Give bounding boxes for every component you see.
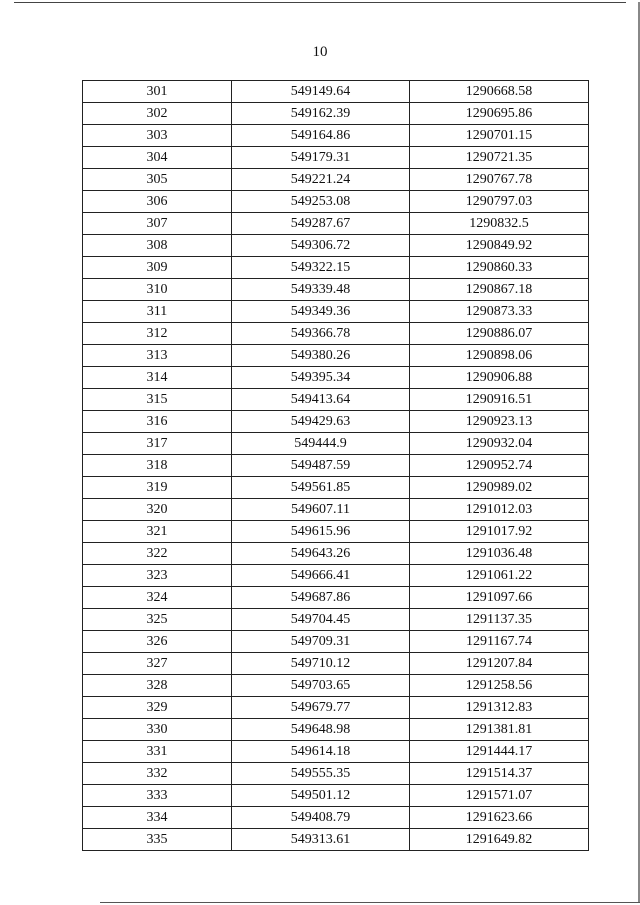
point-number-cell: 334 — [83, 807, 232, 829]
x-coordinate-cell: 549444.9 — [232, 433, 410, 455]
x-coordinate-cell: 549253.08 — [232, 191, 410, 213]
point-number-cell: 322 — [83, 543, 232, 565]
point-number-cell: 331 — [83, 741, 232, 763]
y-coordinate-cell: 1291312.83 — [410, 697, 589, 719]
table-row — [83, 521, 589, 543]
y-coordinate-cell: 1290867.18 — [410, 279, 589, 301]
y-coordinate-cell: 1291649.82 — [410, 829, 589, 851]
x-coordinate-cell: 549704.45 — [232, 609, 410, 631]
table-row — [83, 323, 589, 345]
table-row — [83, 147, 589, 169]
point-number-cell: 311 — [83, 301, 232, 323]
table-row — [83, 543, 589, 565]
y-coordinate-cell: 1291514.37 — [410, 763, 589, 785]
table-row — [83, 345, 589, 367]
table-row — [83, 257, 589, 279]
point-number-cell: 306 — [83, 191, 232, 213]
y-coordinate-cell: 1291097.66 — [410, 587, 589, 609]
y-coordinate-cell: 1290952.74 — [410, 455, 589, 477]
table-row — [83, 279, 589, 301]
y-coordinate-cell: 1290721.35 — [410, 147, 589, 169]
point-number-cell: 320 — [83, 499, 232, 521]
point-number-cell: 301 — [83, 81, 232, 103]
point-number-cell: 324 — [83, 587, 232, 609]
y-coordinate-cell: 1290906.88 — [410, 367, 589, 389]
x-coordinate-cell: 549162.39 — [232, 103, 410, 125]
table-row — [83, 455, 589, 477]
y-coordinate-cell: 1291017.92 — [410, 521, 589, 543]
x-coordinate-cell: 549366.78 — [232, 323, 410, 345]
table-row — [83, 235, 589, 257]
table-row — [83, 785, 589, 807]
point-number-cell: 332 — [83, 763, 232, 785]
table-row — [83, 213, 589, 235]
table-row — [83, 719, 589, 741]
table-row — [83, 631, 589, 653]
point-number-cell: 333 — [83, 785, 232, 807]
point-number-cell: 327 — [83, 653, 232, 675]
y-coordinate-cell: 1290886.07 — [410, 323, 589, 345]
table-row — [83, 81, 589, 103]
table-row — [83, 169, 589, 191]
point-number-cell: 313 — [83, 345, 232, 367]
x-coordinate-cell: 549710.12 — [232, 653, 410, 675]
point-number-cell: 316 — [83, 411, 232, 433]
table-row — [83, 587, 589, 609]
x-coordinate-cell: 549322.15 — [232, 257, 410, 279]
y-coordinate-cell: 1290695.86 — [410, 103, 589, 125]
point-number-cell: 309 — [83, 257, 232, 279]
point-number-cell: 325 — [83, 609, 232, 631]
point-number-cell: 318 — [83, 455, 232, 477]
point-number-cell: 305 — [83, 169, 232, 191]
scan-edge-top — [14, 2, 626, 3]
point-number-cell: 315 — [83, 389, 232, 411]
point-number-cell: 307 — [83, 213, 232, 235]
x-coordinate-cell: 549164.86 — [232, 125, 410, 147]
y-coordinate-cell: 1290989.02 — [410, 477, 589, 499]
y-coordinate-cell: 1290767.78 — [410, 169, 589, 191]
point-number-cell: 317 — [83, 433, 232, 455]
table-row — [83, 301, 589, 323]
table-row — [83, 741, 589, 763]
point-number-cell: 308 — [83, 235, 232, 257]
point-number-cell: 321 — [83, 521, 232, 543]
point-number-cell: 302 — [83, 103, 232, 125]
x-coordinate-cell: 549380.26 — [232, 345, 410, 367]
coordinates-table-body — [83, 81, 589, 851]
y-coordinate-cell: 1291012.03 — [410, 499, 589, 521]
point-number-cell: 328 — [83, 675, 232, 697]
y-coordinate-cell: 1291258.56 — [410, 675, 589, 697]
y-coordinate-cell: 1290932.04 — [410, 433, 589, 455]
page-number: 10 — [312, 44, 328, 60]
x-coordinate-cell: 549413.64 — [232, 389, 410, 411]
point-number-cell: 329 — [83, 697, 232, 719]
x-coordinate-cell: 549679.77 — [232, 697, 410, 719]
y-coordinate-cell: 1291036.48 — [410, 543, 589, 565]
point-number-cell: 323 — [83, 565, 232, 587]
y-coordinate-cell: 1290916.51 — [410, 389, 589, 411]
x-coordinate-cell: 549395.34 — [232, 367, 410, 389]
y-coordinate-cell: 1291571.07 — [410, 785, 589, 807]
x-coordinate-cell: 549648.98 — [232, 719, 410, 741]
table-row — [83, 807, 589, 829]
point-number-cell: 303 — [83, 125, 232, 147]
x-coordinate-cell: 549349.36 — [232, 301, 410, 323]
y-coordinate-cell: 1291207.84 — [410, 653, 589, 675]
x-coordinate-cell: 549487.59 — [232, 455, 410, 477]
x-coordinate-cell: 549313.61 — [232, 829, 410, 851]
x-coordinate-cell: 549555.35 — [232, 763, 410, 785]
point-number-cell: 319 — [83, 477, 232, 499]
y-coordinate-cell: 1290849.92 — [410, 235, 589, 257]
point-number-cell: 314 — [83, 367, 232, 389]
point-number-cell: 310 — [83, 279, 232, 301]
table-row — [83, 609, 589, 631]
x-coordinate-cell: 549561.85 — [232, 477, 410, 499]
x-coordinate-cell: 549703.65 — [232, 675, 410, 697]
x-coordinate-cell: 549614.18 — [232, 741, 410, 763]
x-coordinate-cell: 549666.41 — [232, 565, 410, 587]
x-coordinate-cell: 549501.12 — [232, 785, 410, 807]
coordinates-table — [82, 80, 589, 851]
point-number-cell: 330 — [83, 719, 232, 741]
y-coordinate-cell: 1291381.81 — [410, 719, 589, 741]
y-coordinate-cell: 1290923.13 — [410, 411, 589, 433]
x-coordinate-cell: 549429.63 — [232, 411, 410, 433]
table-row — [83, 125, 589, 147]
x-coordinate-cell: 549408.79 — [232, 807, 410, 829]
y-coordinate-cell: 1290873.33 — [410, 301, 589, 323]
y-coordinate-cell: 1290898.06 — [410, 345, 589, 367]
table-row — [83, 367, 589, 389]
table-row — [83, 675, 589, 697]
y-coordinate-cell: 1291061.22 — [410, 565, 589, 587]
table-row — [83, 697, 589, 719]
table-row — [83, 829, 589, 851]
y-coordinate-cell: 1291137.35 — [410, 609, 589, 631]
y-coordinate-cell: 1291444.17 — [410, 741, 589, 763]
y-coordinate-cell: 1290860.33 — [410, 257, 589, 279]
table-row — [83, 389, 589, 411]
point-number-cell: 312 — [83, 323, 232, 345]
y-coordinate-cell: 1290797.03 — [410, 191, 589, 213]
y-coordinate-cell: 1290832.5 — [410, 213, 589, 235]
table-row — [83, 763, 589, 785]
table-row — [83, 477, 589, 499]
point-number-cell: 326 — [83, 631, 232, 653]
y-coordinate-cell: 1290701.15 — [410, 125, 589, 147]
x-coordinate-cell: 549339.48 — [232, 279, 410, 301]
point-number-cell: 304 — [83, 147, 232, 169]
table-row — [83, 433, 589, 455]
y-coordinate-cell: 1290668.58 — [410, 81, 589, 103]
table-row — [83, 653, 589, 675]
x-coordinate-cell: 549643.26 — [232, 543, 410, 565]
x-coordinate-cell: 549287.67 — [232, 213, 410, 235]
y-coordinate-cell: 1291167.74 — [410, 631, 589, 653]
point-number-cell: 335 — [83, 829, 232, 851]
x-coordinate-cell: 549149.64 — [232, 81, 410, 103]
table-row — [83, 103, 589, 125]
x-coordinate-cell: 549687.86 — [232, 587, 410, 609]
scan-edge-bottom — [100, 902, 640, 903]
x-coordinate-cell: 549221.24 — [232, 169, 410, 191]
table-row — [83, 499, 589, 521]
x-coordinate-cell: 549179.31 — [232, 147, 410, 169]
x-coordinate-cell: 549709.31 — [232, 631, 410, 653]
table-row — [83, 565, 589, 587]
x-coordinate-cell: 549607.11 — [232, 499, 410, 521]
table-row — [83, 411, 589, 433]
x-coordinate-cell: 549615.96 — [232, 521, 410, 543]
y-coordinate-cell: 1291623.66 — [410, 807, 589, 829]
x-coordinate-cell: 549306.72 — [232, 235, 410, 257]
table-row — [83, 191, 589, 213]
